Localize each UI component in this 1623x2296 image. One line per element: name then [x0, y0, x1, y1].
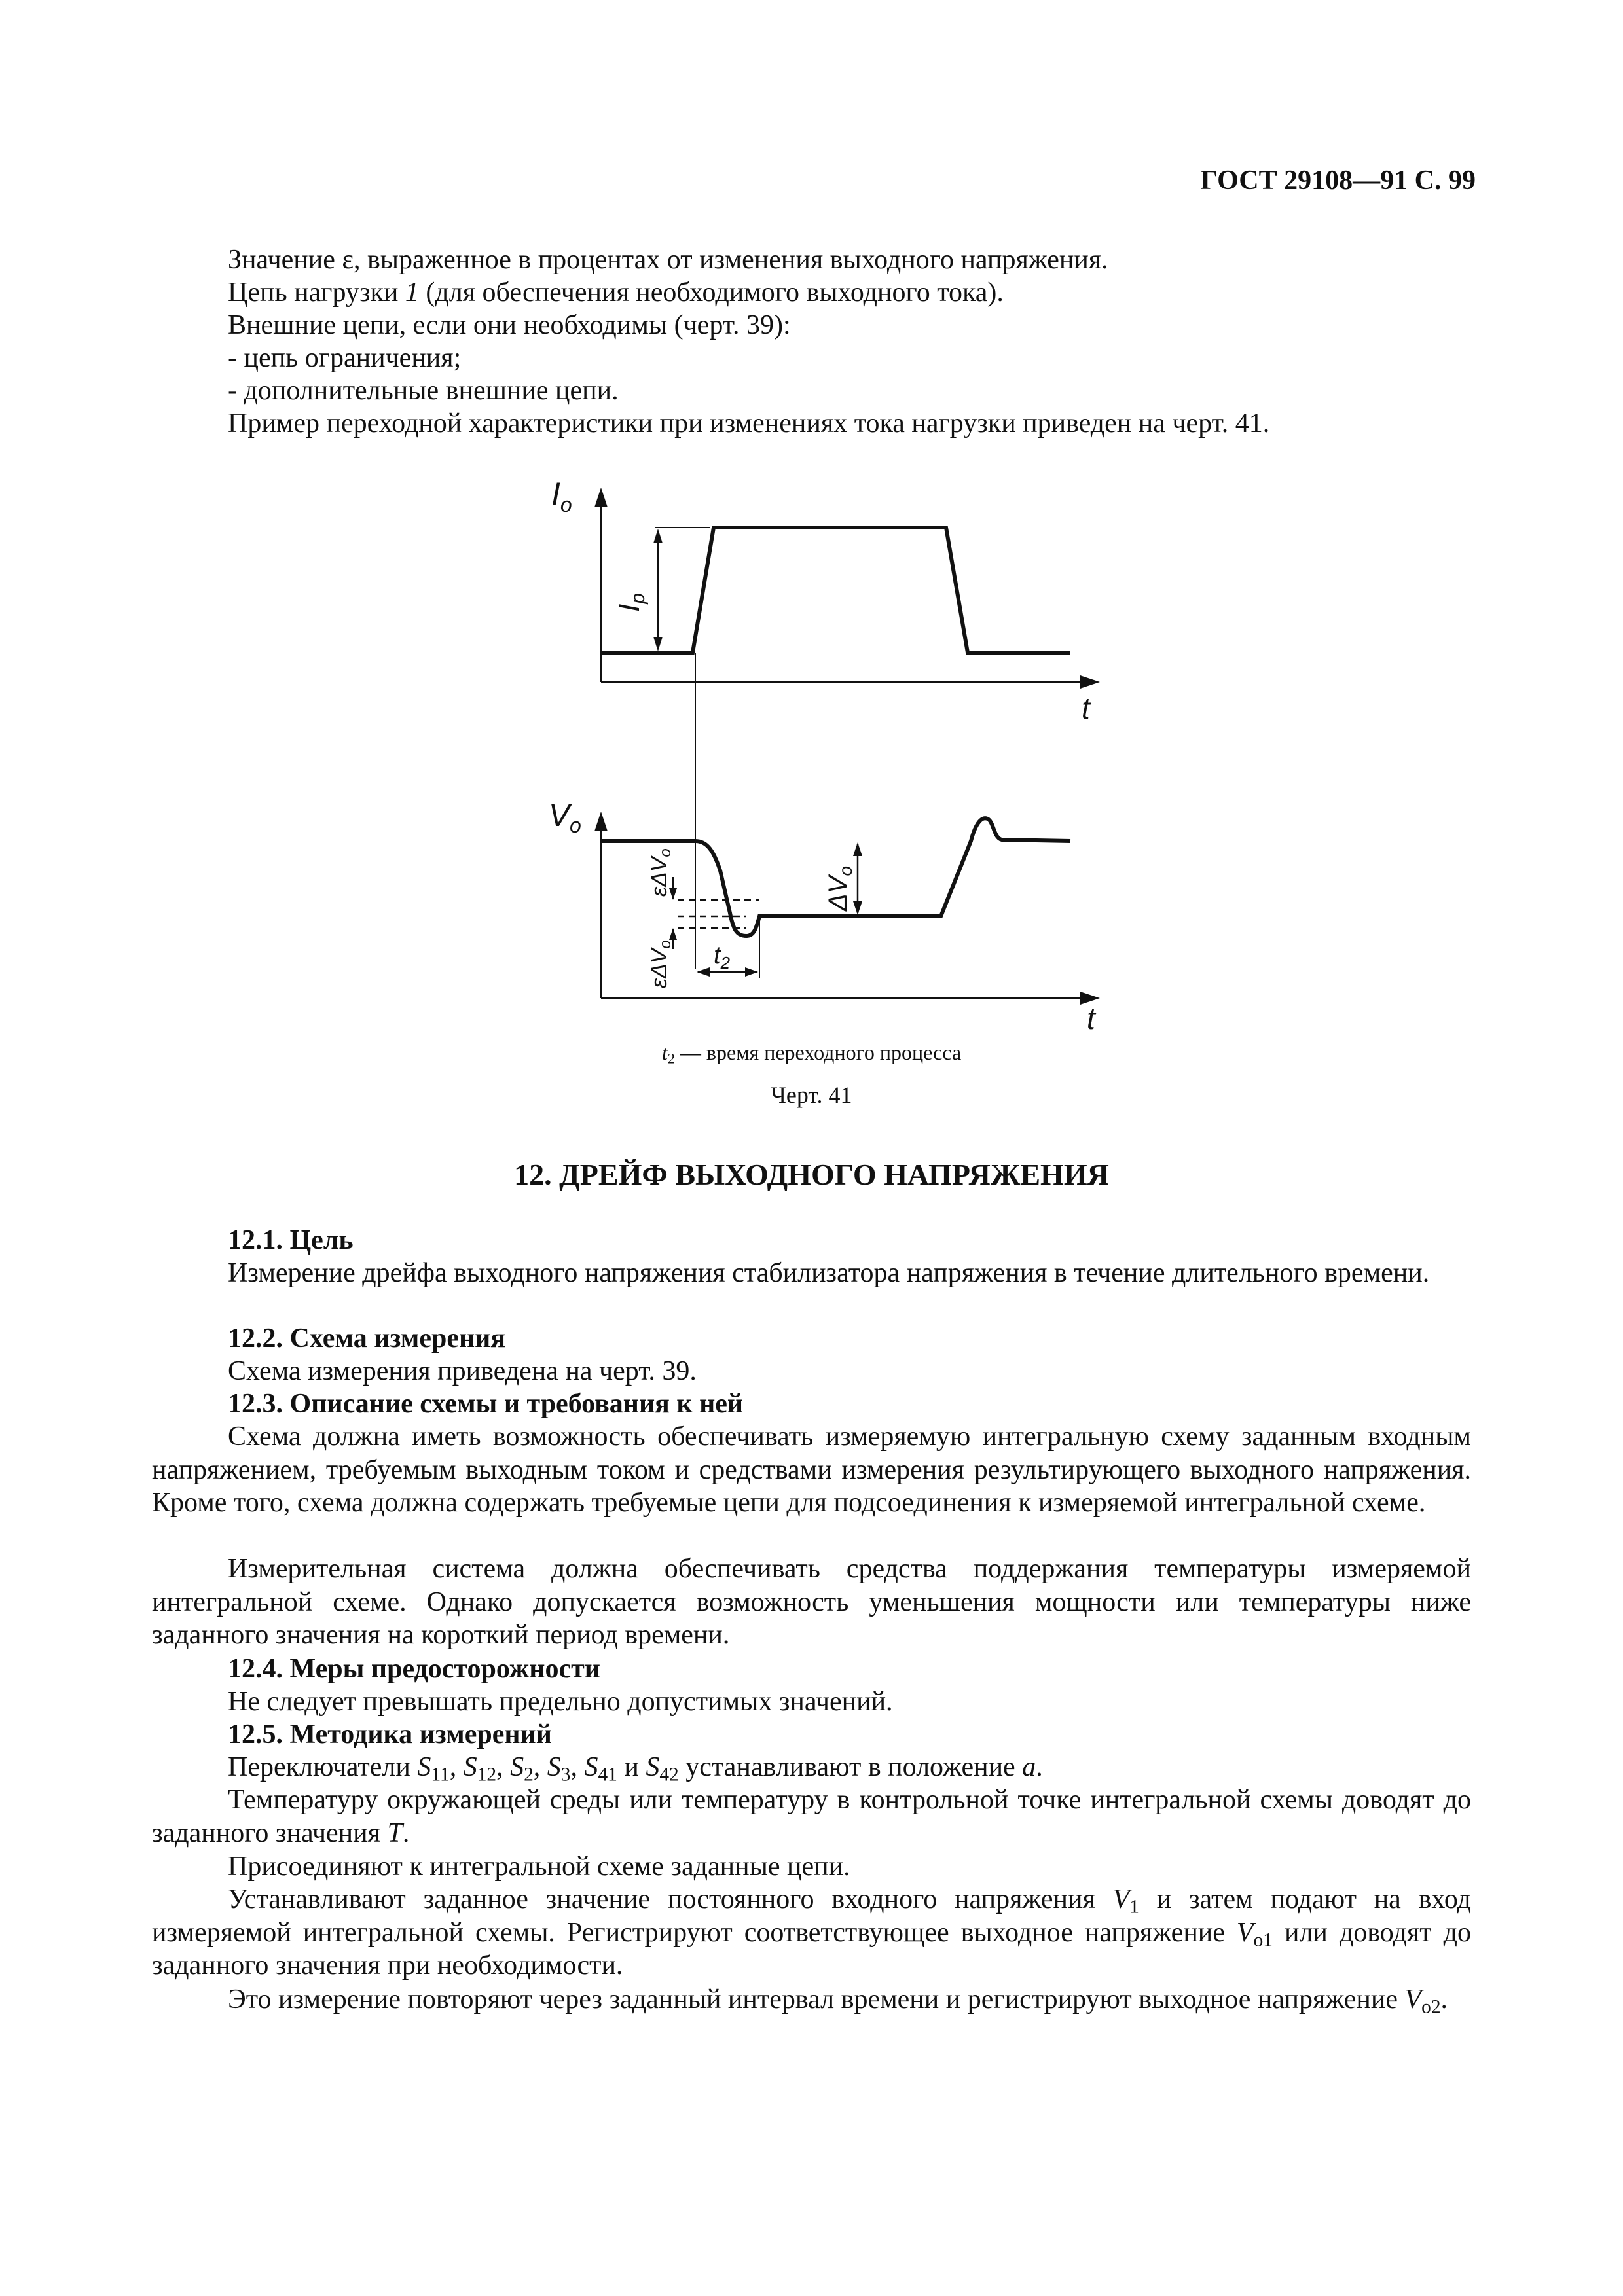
- figure-caption: Черт. 41: [771, 1082, 852, 1108]
- s12-5-p1: Переключатели $S_{11}$, $S_{12}$, $S_2$, $S_3$, $S_{41}$ и $S_{42}$ устанавливают в положение a.: [228, 1752, 1043, 1785]
- s12-4-title: 12.4. Меры предосторожности: [228, 1654, 600, 1684]
- current-pulse: [601, 528, 1070, 653]
- intro-line-3: Внешние цепи, если они необходимы (черт. 39):: [228, 310, 791, 340]
- s12-1-text: Измерение дрейфа выходного напряжения стабилизатора напряжения в течение длительного времени.: [228, 1258, 1430, 1288]
- t-axis-label-bottom: t: [1087, 1001, 1095, 1035]
- edv-lower-label: εΔVo: [647, 940, 674, 988]
- s12-5-p5: Это измерение повторяют через заданный интервал времени и регистрируют выходное напряжение $V_{o2}$.: [228, 1984, 1448, 2018]
- s12-1-title: 12.1. Цель: [228, 1225, 354, 1255]
- s12-5-p2: Температуру окружающей среды или температуру в контрольной точке интегральной схемы доводят до заданного значения T.: [152, 1785, 1471, 1848]
- s12-3-p2: Измерительная система должна обеспечивать средства поддержания температуры измеряемой интегральной схеме. Однако допускается возможность уменьшения мощности или температуры ниже заданного значения на короткий период времени.: [152, 1554, 1471, 1650]
- vo-axis-label: $V_o$: [549, 798, 581, 837]
- transient-diagram: [549, 471, 1133, 1041]
- intro-line-2: Цепь нагрузки 1 (для обеспечения необходимого выходного тока).: [228, 278, 1004, 308]
- s12-2-text: Схема измерения приведена на черт. 39.: [228, 1356, 697, 1386]
- section-title: 12. ДРЕЙФ ВЫХОДНОГО НАПРЯЖЕНИЯ: [514, 1158, 1109, 1191]
- intro-line-6: Пример переходной характеристики при изменениях тока нагрузки приведен на черт. 41.: [228, 408, 1270, 439]
- s12-5-p4: Устанавливают заданное значение постоянного входного напряжения $V_1$ и затем подают на вход измеряемой интегральной схемы. Регистрируют соответствующее выходное напряжение $V_{o1}$ или доводят до заданного значения при необходимости.: [152, 1884, 1471, 1981]
- ip-label: Ip: [613, 593, 649, 612]
- edv-upper-label: εΔVo: [647, 848, 674, 897]
- intro-line-4: - цепь ограничения;: [228, 343, 462, 373]
- top-x-arrow: [1080, 675, 1100, 689]
- t-axis-label-top: t: [1082, 691, 1090, 725]
- dv-label: $\Delta V_o$: [824, 865, 856, 911]
- intro-line-5: - дополнительные внешние цепи.: [228, 376, 619, 406]
- s12-5-title: 12.5. Методика измерений: [228, 1719, 552, 1749]
- s12-4-text: Не следует превышать предельно допустимых значений.: [228, 1687, 893, 1717]
- bottom-y-arrow: [594, 812, 608, 831]
- s12-5-p3: Присоединяют к интегральной схеме заданные цепи.: [228, 1852, 850, 1882]
- s12-3-title: 12.3. Описание схемы и требования к ней: [228, 1389, 744, 1419]
- top-y-arrow: [594, 488, 608, 507]
- t2-label: $t_2$: [714, 942, 731, 973]
- intro-line-1: Значение ε, выраженное в процентах от изменения выходного напряжения.: [228, 245, 1108, 275]
- page-header: ГОСТ 29108—91 С. 99: [1200, 166, 1476, 196]
- s12-2-title: 12.2. Схема измерения: [228, 1323, 506, 1354]
- s12-3-p1: Схема должна иметь возможность обеспечивать измеряемую интегральную схему заданным входным напряжением, требуемым выходным током и средствами измерения результирующего выходного напряжения. Кроме того, схема должна содержать требуемые цепи для подсоединения к измеряемой интегральной схеме.: [152, 1422, 1471, 1518]
- io-axis-label: $I_o$: [551, 476, 572, 516]
- figure-note: $t_2$ — время переходного процесса: [661, 1041, 962, 1067]
